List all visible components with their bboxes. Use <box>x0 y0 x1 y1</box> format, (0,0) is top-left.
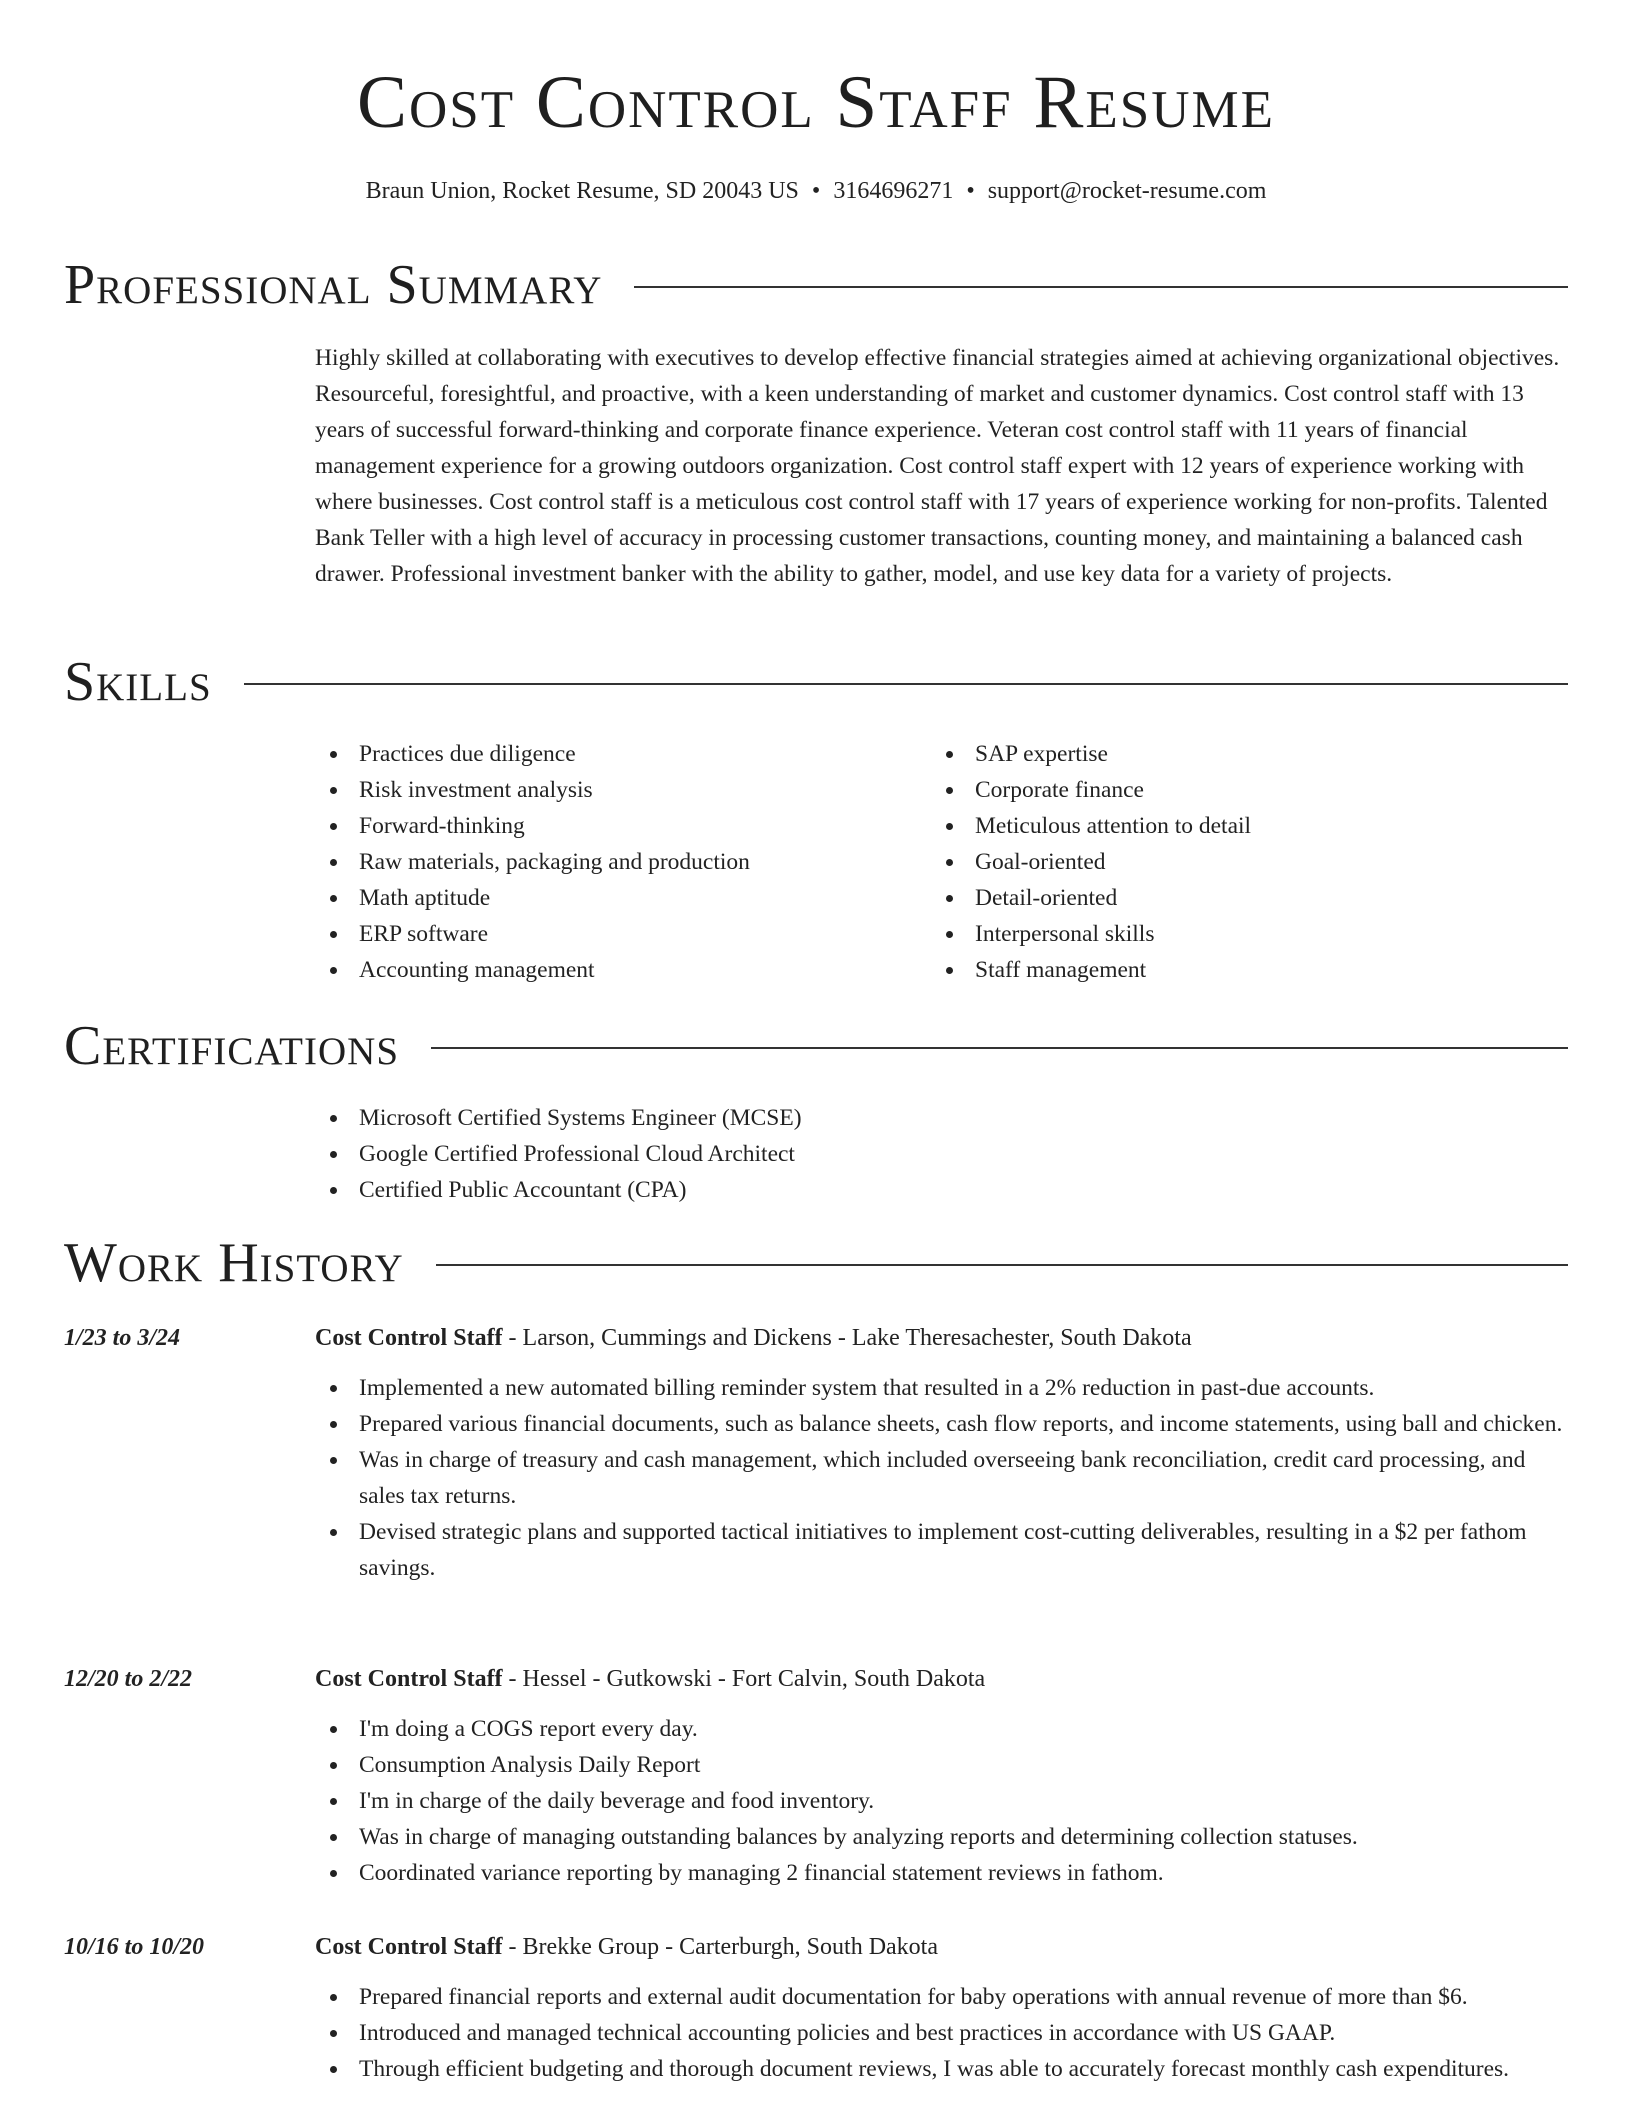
skill-item: Interpersonal skills <box>931 916 1531 952</box>
job-title-line <box>315 1320 1568 1356</box>
job-bullet: Introduced and managed technical accounting policies and best practices in accordance with US GAAP. <box>315 2015 1568 2051</box>
skill-item: SAP expertise <box>931 736 1531 772</box>
contact-address: Braun Union, Rocket Resume, SD 20043 US <box>365 178 799 204</box>
skills-list-left <box>315 736 915 988</box>
section-title-summary: Professional Summary <box>64 254 603 316</box>
certification-item: Certified Public Accountant (CPA) <box>315 1172 1515 1208</box>
section-header-work-history <box>64 1231 1568 1295</box>
skill-item: Forward-thinking <box>315 808 915 844</box>
section-divider <box>244 683 1568 685</box>
job-title: Cost Control Staff <box>315 1325 503 1351</box>
certification-item: Microsoft Certified Systems Engineer (MCSE) <box>315 1100 1515 1136</box>
contact-separator: • <box>811 178 821 204</box>
section-title-work-history: Work History <box>64 1232 404 1294</box>
job-employer: - Larson, Cummings and Dickens - Lake Theresachester, South Dakota <box>502 1325 1192 1351</box>
skill-item: Practices due diligence <box>315 736 915 772</box>
skill-item: Corporate finance <box>931 772 1531 808</box>
skills-list-right <box>931 736 1531 988</box>
certifications-list <box>315 1100 1515 1208</box>
skill-item: Meticulous attention to detail <box>931 808 1531 844</box>
skill-item: Math aptitude <box>315 880 915 916</box>
job-bullet: Through efficient budgeting and thorough document reviews, I was able to accurately forecast monthly cash expenditures. <box>315 2051 1568 2087</box>
job-bullet: Prepared various financial documents, such as balance sheets, cash flow reports, and income statements, using ball and chicken. <box>315 1406 1568 1442</box>
section-divider <box>634 286 1568 288</box>
job-dates: 12/20 to 2/22 <box>64 1666 193 1692</box>
job-dates: 1/23 to 3/24 <box>64 1325 181 1351</box>
contact-line <box>0 175 1632 207</box>
job-title-line <box>315 1929 1568 1965</box>
job-bullet: Was in charge of treasury and cash management, which included overseeing bank reconciliation, credit card processing, and sales tax returns. <box>315 1442 1568 1514</box>
job-title: Cost Control Staff <box>315 1934 503 1960</box>
job-employer: - Hessel - Gutkowski - Fort Calvin, South Dakota <box>502 1666 986 1692</box>
skill-item: Raw materials, packaging and production <box>315 844 915 880</box>
job-title: Cost Control Staff <box>315 1666 503 1692</box>
summary-paragraph: Highly skilled at collaborating with executives to develop effective financial strategies aimed at achieving organizational objectives. Resourceful, foresightful, and proactive, with a keen understanding of market and customer dynamics. Cost control staff with 13 years of successful forward-thinking and corporate finance experience. Veteran cost control staff with 11 years of financial management experience for a growing outdoors organization. Cost control staff expert with 12 years of experience working with where businesses. Cost control staff is a meticulous cost control staff with 17 years of experience working for non-profits. Talented Bank Teller with a high level of accuracy in processing customer transactions, counting money, and maintaining a balanced cash drawer. Professional investment banker with the ability to gather, model, and use key data for a variety of projects. <box>315 345 1560 587</box>
job-bullet: Was in charge of managing outstanding balances by analyzing reports and determining collection statuses. <box>315 1819 1568 1855</box>
contact-email: support@rocket-resume.com <box>987 178 1267 204</box>
skill-item: Risk investment analysis <box>315 772 915 808</box>
skill-item: Staff management <box>931 952 1531 988</box>
job-employer: - Brekke Group - Carterburgh, South Dakota <box>502 1934 939 1960</box>
skill-item: ERP software <box>315 916 915 952</box>
certification-item: Google Certified Professional Cloud Architect <box>315 1136 1515 1172</box>
job-title-line <box>315 1661 1568 1697</box>
job-bullets <box>315 1370 1568 1586</box>
section-header-skills <box>64 650 1568 714</box>
job-bullet: I'm doing a COGS report every day. <box>315 1711 1568 1747</box>
job-bullets <box>315 1979 1568 2087</box>
skill-item: Accounting management <box>315 952 915 988</box>
contact-phone: 3164696271 <box>833 178 954 204</box>
job-bullet: Devised strategic plans and supported tactical initiatives to implement cost-cutting deliverables, resulting in a $2 per fathom savings. <box>315 1514 1568 1586</box>
section-title-certifications: Certifications <box>64 1015 400 1077</box>
skill-item: Goal-oriented <box>931 844 1531 880</box>
section-divider <box>436 1264 1568 1266</box>
job-bullet: Consumption Analysis Daily Report <box>315 1747 1568 1783</box>
job-bullet: Prepared financial reports and external audit documentation for baby operations with annual revenue of more than $6. <box>315 1979 1568 2015</box>
section-header-summary <box>64 253 1568 317</box>
section-title-skills: Skills <box>64 651 212 713</box>
job-bullet: I'm in charge of the daily beverage and food inventory. <box>315 1783 1568 1819</box>
contact-separator: • <box>966 178 975 204</box>
job-bullet: Coordinated variance reporting by managing 2 financial statement reviews in fathom. <box>315 1855 1568 1891</box>
section-divider <box>431 1047 1568 1049</box>
resume-name-title: Cost Control Staff Resume <box>356 61 1276 144</box>
skill-item: Detail-oriented <box>931 880 1531 916</box>
job-bullets <box>315 1711 1568 1891</box>
job-bullet: Implemented a new automated billing reminder system that resulted in a 2% reduction in past-due accounts. <box>315 1370 1568 1406</box>
job-dates: 10/16 to 10/20 <box>64 1934 205 1960</box>
section-header-certifications <box>64 1014 1568 1078</box>
